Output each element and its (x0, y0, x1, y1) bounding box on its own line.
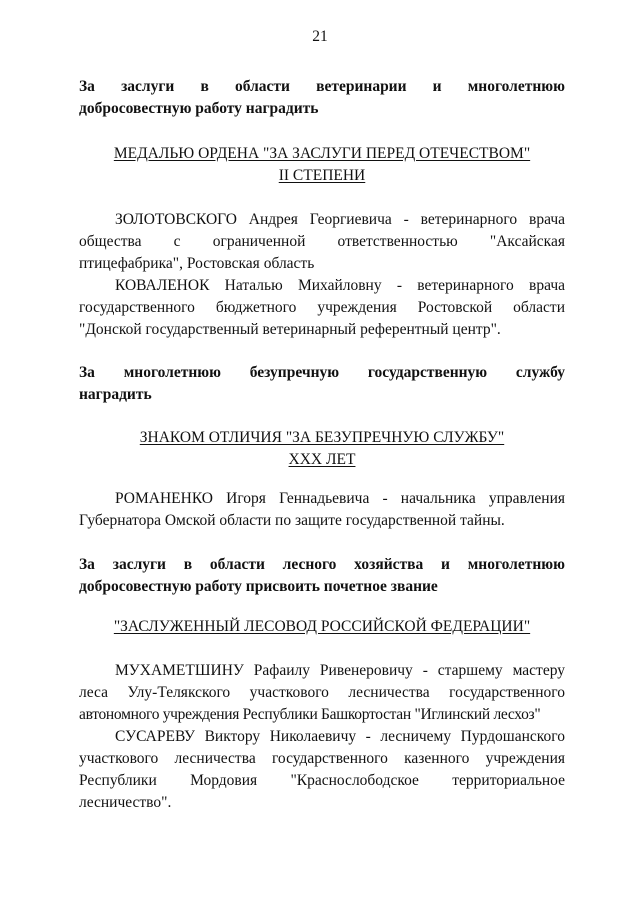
award-line: II СТЕПЕНИ (278, 167, 366, 184)
person-line: РОМАНЕНКО Игоря Геннадьевича - начальника управления (115, 490, 565, 507)
intro-line: За многолетнюю безупречную государственную службу (79, 364, 565, 381)
person-line: лесничество". (79, 794, 172, 811)
section-intro (79, 362, 565, 406)
award-title (79, 427, 565, 471)
award-title (79, 143, 565, 187)
person-line: общества с ограниченной ответственностью "Аксайская (79, 233, 565, 250)
award-line: МЕДАЛЬЮ ОРДЕНА "ЗА ЗАСЛУГИ ПЕРЕД ОТЕЧЕСТВОМ" (113, 145, 531, 162)
person-line: ЗОЛОТОВСКОГО Андрея Георгиевича - ветеринарного врача (115, 211, 565, 228)
intro-line: За заслуги в области лесного хозяйства и многолетнюю (79, 556, 565, 573)
page-number: 21 (312, 28, 328, 45)
award-line: ЗНАКОМ ОТЛИЧИЯ "ЗА БЕЗУПРЕЧНУЮ СЛУЖБУ" (139, 429, 505, 446)
award-line: XXX ЛЕТ (288, 451, 356, 468)
person-line: автономного учреждения Республики Башкортостан "Иглинский лесхоз" (79, 706, 541, 723)
intro-line: наградить (79, 386, 152, 403)
person-entry (79, 209, 565, 275)
award-title (79, 616, 565, 638)
intro-line: добросовестную работу присвоить почетное звание (79, 578, 438, 595)
person-line: птицефабрика", Ростовская область (79, 255, 315, 272)
person-line: КОВАЛЕНОК Наталью Михайловну - ветеринарного врача (115, 277, 565, 294)
person-line: Республики Мордовия "Краснослободское территориальное (79, 772, 565, 789)
award-line: "ЗАСЛУЖЕННЫЙ ЛЕСОВОД РОССИЙСКОЙ ФЕДЕРАЦИИ" (113, 618, 531, 635)
person-line: Губернатора Омской области по защите государственной тайны. (79, 512, 505, 529)
section-intro (79, 554, 565, 598)
person-entry (79, 660, 565, 726)
person-line: участкового лесничества государственного казенного учреждения (79, 750, 565, 767)
person-line: СУСАРЕВУ Виктору Николаевичу - лесничему Пурдошанского (115, 728, 565, 745)
person-entry (79, 726, 565, 814)
section-intro (79, 76, 565, 120)
person-line: "Донской государственный ветеринарный референтный центр". (79, 321, 501, 338)
person-entry (79, 275, 565, 341)
person-line: государственного бюджетного учреждения Ростовской области (79, 299, 565, 316)
person-entry (79, 488, 565, 532)
person-line: леса Улу-Телякского участкового лесничества государственного (79, 684, 565, 701)
intro-line: За заслуги в области ветеринарии и многолетнюю (79, 78, 565, 95)
intro-line: добросовестную работу наградить (79, 100, 319, 117)
person-line: МУХАМЕТШИНУ Рафаилу Ривенеровичу - старшему мастеру (115, 662, 565, 679)
